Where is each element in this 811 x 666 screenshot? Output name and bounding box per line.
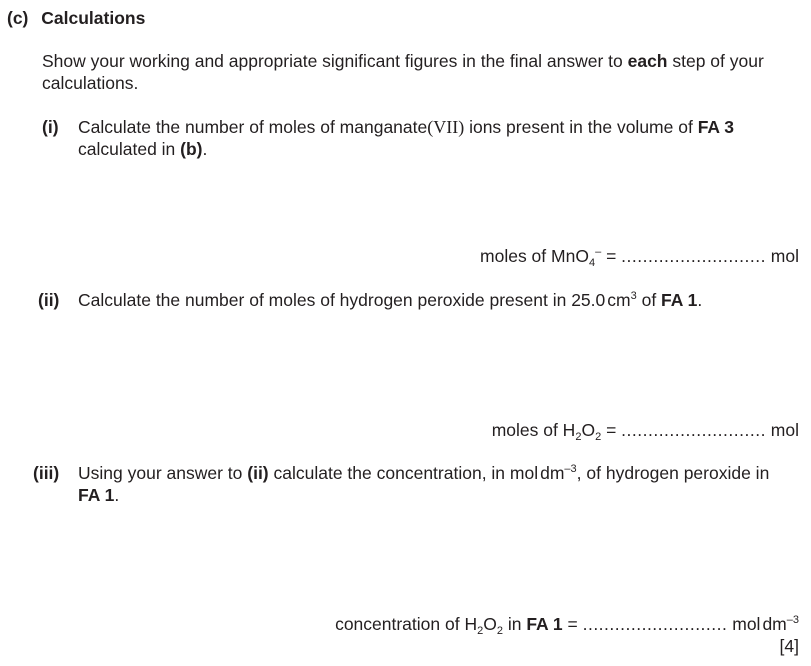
text: Using your answer to xyxy=(78,463,248,483)
text: . xyxy=(114,485,120,505)
answer-blank[interactable]: ........................... xyxy=(621,420,766,440)
answer-unit: mol xyxy=(727,614,761,634)
subscript: 2 xyxy=(496,625,503,637)
reference-label: (b) xyxy=(180,139,203,159)
unit: cm xyxy=(607,290,631,310)
subscript: 4 xyxy=(588,257,596,269)
equals-sign: = xyxy=(601,246,622,266)
subscript: 2 xyxy=(595,431,602,443)
reagent-label: FA 1 xyxy=(661,290,698,310)
intro-text-end: step of your xyxy=(667,51,764,71)
part-iii-question-line-2 xyxy=(78,484,119,506)
answer-unit: dm xyxy=(762,614,787,634)
part-iii-answer-line xyxy=(335,613,799,635)
text: of xyxy=(636,290,662,310)
equals-sign: = xyxy=(601,420,622,440)
text: Calculate the number of moles of manganate xyxy=(78,117,428,137)
part-i-label: (i) xyxy=(42,117,59,137)
answer-label: moles of H xyxy=(491,420,576,440)
reference-label: (ii) xyxy=(247,463,269,483)
superscript: 3 xyxy=(630,290,637,302)
text: calculated in xyxy=(78,139,181,159)
marks-indicator: [4] xyxy=(779,636,799,656)
intro-line-1 xyxy=(42,50,764,72)
text: Calculate the number of moles of hydrogen peroxide present in 25.0 xyxy=(78,290,606,310)
answer-label: concentration of H xyxy=(335,614,478,634)
part-ii-question-line-1 xyxy=(78,289,702,311)
text: . xyxy=(202,139,208,159)
reagent-label: FA 3 xyxy=(697,117,734,137)
answer-label: O xyxy=(581,420,596,440)
answer-unit: mol xyxy=(765,420,799,440)
section-title: Calculations xyxy=(41,8,146,28)
text: . xyxy=(697,290,703,310)
answer-blank[interactable]: ........................... xyxy=(621,246,766,266)
part-iii-question-line-1 xyxy=(78,462,769,484)
equals-sign: = xyxy=(562,614,583,634)
superscript: – xyxy=(595,246,602,258)
section-label: (c) xyxy=(7,8,29,28)
subscript: 2 xyxy=(477,625,484,637)
reagent-label: FA 1 xyxy=(78,485,115,505)
unit: dm xyxy=(540,463,565,483)
part-iii-label: (iii) xyxy=(33,463,60,483)
part-i-answer-line xyxy=(480,245,799,267)
subscript: 2 xyxy=(575,431,582,443)
roman-numeral: (VII) xyxy=(427,117,465,137)
part-ii-answer-line xyxy=(492,419,799,441)
part-ii-label: (ii) xyxy=(38,290,60,310)
text: ions present in the volume of xyxy=(464,117,698,137)
text: calculate the concentration, in mol xyxy=(268,463,539,483)
answer-unit: mol xyxy=(765,246,799,266)
answer-label: moles of MnO xyxy=(480,246,589,266)
answer-label: O xyxy=(483,614,497,634)
intro-text: Show your working and appropriate significant figures in the final answer to xyxy=(42,51,628,71)
answer-blank[interactable]: ........................... xyxy=(582,614,728,634)
part-i-question-line-1 xyxy=(78,116,734,138)
intro-emphasis: each xyxy=(627,51,668,71)
intro-line-2: calculations. xyxy=(42,73,139,93)
section-heading xyxy=(7,7,145,29)
superscript: –3 xyxy=(564,463,577,475)
text: , of hydrogen peroxide in xyxy=(576,463,770,483)
answer-label: in xyxy=(502,614,527,634)
reagent-label: FA 1 xyxy=(526,614,563,634)
part-i-question-line-2 xyxy=(78,138,207,160)
superscript: –3 xyxy=(786,614,799,626)
